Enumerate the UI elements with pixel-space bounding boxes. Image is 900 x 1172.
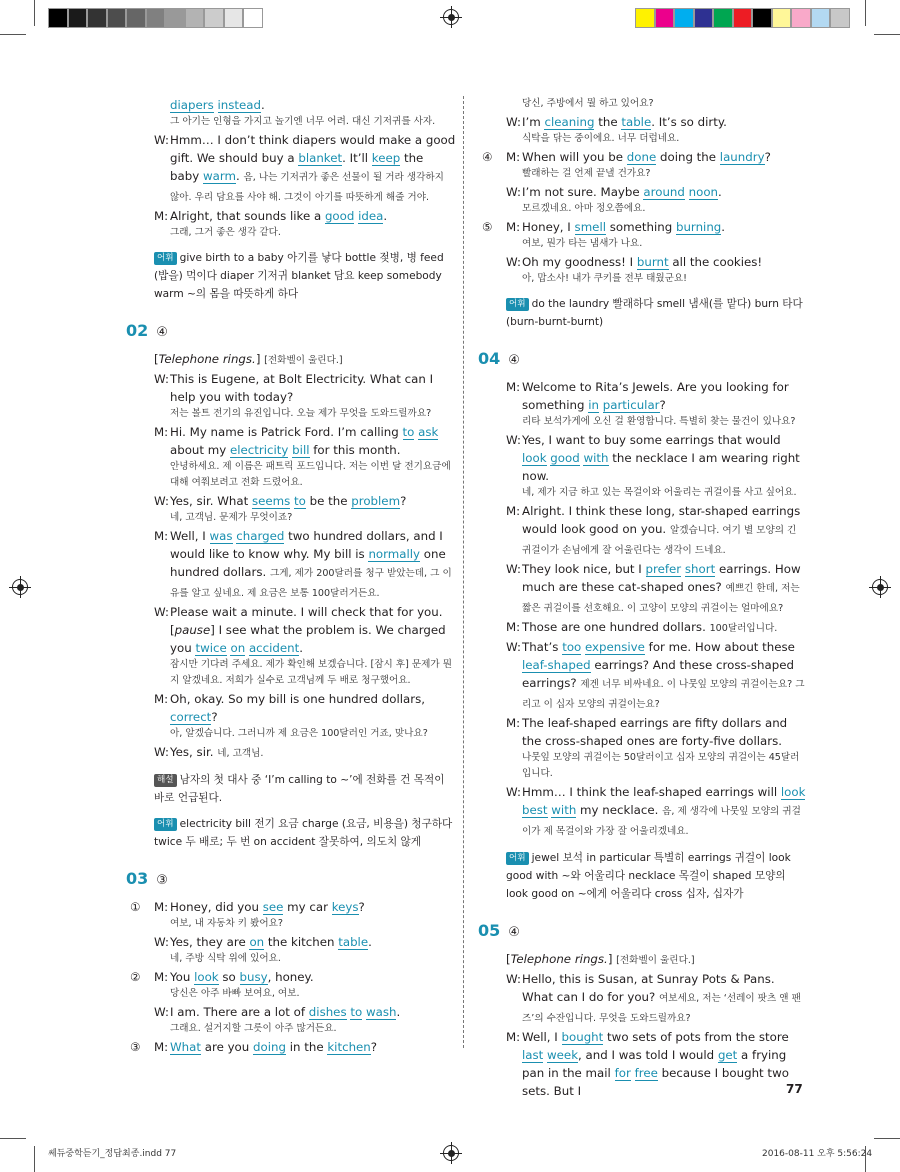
korean-translation: 나뭇잎 모양의 귀걸이는 50달러이고 십자 모양의 귀걸이는 45달러입니다. (522, 752, 800, 779)
speaker-label: W: (154, 133, 169, 147)
column-divider (463, 96, 464, 1048)
registration-mark-icon (872, 579, 888, 595)
crop-mark (34, 1146, 35, 1172)
blank-answer: around (643, 185, 685, 199)
registration-mark-icon (443, 1145, 459, 1161)
blank-answer: bought (561, 1030, 604, 1044)
blank-answer: on (249, 935, 265, 949)
korean-translation: [전화벨이 울린다.] (264, 355, 343, 366)
left-column (126, 96, 456, 1074)
line-text: Honey, did you see my car keys? (170, 900, 365, 914)
korean-translation: 네, 고객님. 문제가 무엇이죠? (170, 512, 293, 523)
item-number: ① (130, 900, 141, 914)
korean-translation: 식탁을 닦는 중이에요. 너무 더럽네요. (522, 133, 680, 144)
blank-answer: look (194, 970, 219, 984)
vocab-badge: 어휘 (506, 852, 529, 865)
speaker-label: M: (154, 425, 169, 439)
section-header (126, 869, 456, 888)
line-text: Welcome to Rita’s Jewels. Are you looking for something in particular? (522, 380, 789, 412)
line-text: What are you doing in the kitchen? (170, 1040, 378, 1054)
color-swatch (674, 8, 694, 28)
blank-answer: particular (602, 398, 660, 412)
color-swatch (107, 8, 127, 28)
explanation-text: 남자의 첫 대사 중 ‘I’m calling to ~’에 전화를 건 목적이 바로 언급된다. (154, 774, 445, 804)
blank-answer: week (547, 1048, 579, 1062)
blank-answer: best (522, 803, 548, 817)
line-text: Oh my goodness! I burnt all the cookies! (522, 255, 763, 269)
section-header (126, 321, 456, 340)
dialogue-line (478, 714, 808, 750)
dialogue-line (126, 1038, 456, 1056)
korean-translation: 아, 맙소사! 내가 쿠키를 전부 태웠군요! (522, 273, 688, 284)
section-05 (478, 921, 808, 1100)
dialogue-line (478, 218, 808, 236)
crop-mark (0, 34, 26, 35)
korean-translation: 잠시만 기다려 주세요. 제가 확인해 보겠습니다. [잠시 후] 문제가 뭔지 알겠네요. 저희가 실수로 고객님께 두 배로 청구했어요. (170, 659, 452, 686)
blank-answer: keys (331, 900, 359, 914)
dialogue-line (478, 1028, 808, 1100)
korean-translation: 네, 제가 지금 하고 있는 목걸이와 어울리는 귀걸이를 사고 싶어요. (522, 487, 797, 498)
korean-translation: 음, 제 생각에 나뭇잎 모양의 귀걸이가 제 목걸이와 가장 잘 어울리겠네요. (522, 806, 801, 837)
right-column (478, 96, 808, 1118)
speaker-label: W: (154, 935, 169, 949)
dialogue-line (478, 560, 808, 618)
item-number: ② (130, 970, 141, 984)
speaker-label: M: (506, 504, 521, 518)
page-number: 77 (786, 1082, 803, 1096)
dialogue-line (478, 378, 808, 414)
line-text: The leaf-shaped earrings are fifty dollars and the cross-shaped ones are forty-five dollars. (522, 716, 788, 748)
answer-mark: ④ (508, 925, 520, 940)
blank-answer: warm (202, 169, 236, 183)
blank-answer: idea (358, 209, 384, 223)
speaker-label: W: (154, 1005, 169, 1019)
section-01-tail (126, 96, 456, 303)
dialogue-line (126, 492, 456, 510)
blank-answer: cleaning (544, 115, 595, 129)
blank-answer: for (614, 1066, 631, 1080)
line-text: Yes, sir. 네, 고객님. (170, 745, 264, 759)
explanation-box (126, 771, 456, 807)
section-02 (126, 321, 456, 851)
blank-answer: accident (248, 641, 300, 655)
dialogue-line (126, 527, 456, 603)
korean-translation: 네, 주방 식탁 위에 있어요. (170, 953, 281, 964)
blank-answer: seems (251, 494, 291, 508)
blank-answer: done (626, 150, 657, 164)
color-swatch (146, 8, 166, 28)
blank-answer: look (522, 451, 547, 465)
korean-translation: 제겐 너무 비싸네요. 이 나뭇잎 모양의 귀걸이는요? 그리고 이 십자 모양의 귀걸이는요? (522, 679, 805, 710)
color-swatch (811, 8, 831, 28)
speaker-label: M: (154, 529, 169, 543)
blank-answer: see (262, 900, 284, 914)
color-swatch (791, 8, 811, 28)
color-swatch (655, 8, 675, 28)
speaker-label: M: (506, 220, 521, 234)
blank-answer: table (621, 115, 652, 129)
line-text: I’m not sure. Maybe around noon. (522, 185, 722, 199)
blank-answer: free (634, 1066, 658, 1080)
line-text: Honey, I smell something burning. (522, 220, 726, 234)
blank-answer: to (350, 1005, 363, 1019)
item-number: ⑤ (482, 220, 493, 234)
vocab-box (478, 295, 808, 331)
korean-translation: 그게, 제가 200달러를 청구 받았는데, 그 이유를 알고 싶네요. 제 요금은 보통 100달러거든요. (170, 568, 452, 599)
dialogue-line (126, 603, 456, 657)
line-text: I am. There are a lot of dishes to wash. (170, 1005, 401, 1019)
blank-answer: short (684, 562, 716, 576)
speaker-label: M: (506, 1030, 521, 1044)
korean-translation: 아, 알겠습니다. 그러니까 제 요금은 100달러인 거죠, 맞나요? (170, 728, 428, 739)
line-text: You look so busy, honey. (170, 970, 314, 984)
dialogue-line (478, 183, 808, 201)
speaker-label: W: (154, 372, 169, 386)
speaker-label: W: (506, 115, 521, 129)
korean-translation: 여보, 내 자동차 키 봤어요? (170, 918, 284, 929)
blank-answer: noon (688, 185, 719, 199)
dialogue-line (126, 131, 456, 207)
cmyk-color-bar (635, 8, 850, 28)
speaker-label: M: (506, 380, 521, 394)
blank-answer: dishes (308, 1005, 347, 1019)
speaker-label: M: (154, 900, 169, 914)
dialogue-line (126, 207, 456, 225)
line-text: Yes, sir. What seems to be the problem? (170, 494, 407, 508)
color-swatch (224, 8, 244, 28)
blank-answer: was (209, 529, 233, 543)
line-text: diapers instead. (170, 98, 265, 112)
speaker-label: M: (506, 716, 521, 730)
korean-translation: 저는 볼트 전기의 유진입니다. 오늘 제가 무엇을 도와드릴까요? (170, 408, 432, 419)
speaker-label: W: (506, 433, 521, 447)
dialogue-line (126, 933, 456, 951)
blank-answer: smell (574, 220, 606, 234)
crop-mark (865, 0, 866, 26)
line-text: Yes, they are on the kitchen table. (170, 935, 372, 949)
vocab-badge: 어휘 (154, 252, 177, 265)
blank-answer: busy (239, 970, 268, 984)
blank-answer: burnt (636, 255, 669, 269)
korean-translation: 100달러입니다. (709, 623, 778, 634)
blank-answer: What (170, 1040, 201, 1054)
stage-direction: [Telephone rings.] [전화벨이 울린다.] (154, 352, 343, 366)
blank-answer: bill (292, 443, 310, 457)
dialogue-line (126, 96, 456, 114)
blank-answer: normally (368, 547, 421, 561)
vocab-box (126, 815, 456, 851)
korean-translation: [전화벨이 울린다.] (616, 955, 695, 966)
registration-mark-icon (12, 579, 28, 595)
section-number: 04 (478, 349, 501, 368)
dialogue-line (478, 253, 808, 271)
dialogue-line (478, 113, 808, 131)
line-text: Hello, this is Susan, at Sunray Pots & Pans. What can I do for you? 여보세요, 저는 ‘선레이 팟츠 앤 팬즈’의 수잔입니다. 무엇을 도와드릴까요? (522, 972, 801, 1024)
korean-translation: 당신은 아주 바빠 보여요, 여보. (170, 988, 300, 999)
blank-answer: with (551, 803, 577, 817)
color-swatch (243, 8, 263, 28)
blank-answer: twice (195, 641, 227, 655)
speaker-label: W: (154, 605, 169, 619)
answer-mark: ③ (156, 873, 168, 888)
line-text: I’m cleaning the table. It’s so dirty. (522, 115, 727, 129)
blank-answer: kitchen (327, 1040, 371, 1054)
dialogue-line (478, 638, 808, 714)
korean-translation: 그래, 그거 좋은 생각 같다. (170, 227, 281, 238)
blank-answer: too (562, 640, 582, 654)
color-swatch (126, 8, 146, 28)
blank-answer: diapers (170, 98, 214, 112)
line-text: Those are one hundred dollars. 100달러입니다. (522, 620, 778, 634)
vocab-text: jewel 보석 in particular 특별히 earrings 귀걸이 look good with ~와 어울리다 necklace 목걸이 shaped 모양의 look good on ~에게 어울리다 cross 십자, 십자가 (506, 852, 791, 900)
color-swatch (185, 8, 205, 28)
speaker-label: W: (506, 185, 521, 199)
speaker-label: M: (506, 150, 521, 164)
answer-mark: ④ (508, 353, 520, 368)
crop-mark (34, 0, 35, 26)
blank-answer: table (338, 935, 369, 949)
blank-answer: get (717, 1048, 738, 1062)
blank-answer: to (402, 425, 415, 439)
dialogue-line (478, 148, 808, 166)
blank-answer: charged (236, 529, 285, 543)
speaker-label: M: (506, 620, 521, 634)
line-text: Please wait a minute. I will check that for you. [pause] I see what the problem is. We charged you twice on accident. (170, 605, 446, 655)
line-text: They look nice, but I prefer short earrings. How much are these cat-shaped ones? 예쁘긴 한데, 저는 짧은 귀걸이를 선호해요. 이 고양이 모양의 귀걸이는 얼마에요? (522, 562, 801, 614)
line-text: Hmm… I think the leaf-shaped earrings will look best with my necklace. 음, 제 생각에 나뭇잎 모양의 귀걸이가 제 목걸이와 가장 잘 어울리겠네요. (522, 785, 806, 837)
blank-answer: correct (170, 710, 212, 724)
blank-answer: keep (371, 151, 401, 165)
korean-translation: 여보세요, 저는 ‘선레이 팟츠 앤 팬즈’의 수잔입니다. 무엇을 도와드릴까요? (522, 993, 801, 1024)
line-text: Well, I bought two sets of pots from the store last week, and I was told I would get a frying pan in the mail for free because I bought two sets. But I (522, 1030, 789, 1098)
dialogue-line (126, 968, 456, 986)
crop-mark (874, 1138, 900, 1139)
korean-translation: 음, 나는 기저귀가 좋은 선물이 될 거라 생각하지 않아. 우리 담요를 사야 해. 그것이 아기를 따뜻하게 해줄 거야. (170, 172, 444, 203)
blank-answer: good (550, 451, 580, 465)
color-swatch (772, 8, 792, 28)
speaker-label: M: (154, 970, 169, 984)
color-swatch (635, 8, 655, 28)
vocab-box (478, 849, 808, 903)
korean-translation: 알겠습니다. 여기 별 모양의 긴 귀걸이가 손님에게 잘 어울린다는 생각이 드네요. (522, 525, 797, 556)
color-swatch (713, 8, 733, 28)
registration-mark-icon (443, 9, 459, 25)
dialogue-line (126, 423, 456, 459)
stage-direction: [Telephone rings.] [전화벨이 울린다.] (506, 952, 695, 966)
section-number: 05 (478, 921, 501, 940)
line-text: Yes, I want to buy some earrings that would look good with the necklace I am wearing right now. (522, 433, 800, 483)
blank-answer: in (588, 398, 599, 412)
korean-translation: 그래요. 설거지할 그릇이 아주 많거든요. (170, 1023, 337, 1034)
dialogue-lines (126, 96, 456, 241)
section-number: 02 (126, 321, 149, 340)
gray-color-bar (48, 8, 263, 28)
item-number: ③ (130, 1040, 141, 1054)
dialogue-line (126, 370, 456, 406)
dialogue-line (478, 970, 808, 1028)
dialogue-line (478, 618, 808, 638)
blank-answer: laundry (719, 150, 765, 164)
blank-answer: blanket (298, 151, 343, 165)
blank-answer: prefer (645, 562, 682, 576)
blank-answer: instead (217, 98, 262, 112)
dialogue-line (126, 898, 456, 916)
explanation-badge: 해설 (154, 774, 177, 787)
speaker-label: W: (506, 562, 521, 576)
crop-mark (874, 34, 900, 35)
line-text: Well, I was charged two hundred dollars, and I would like to know why. My bill is normally one hundred dollars. 그게, 제가 200달러를 청구 받았는데, 그 이유를 알고 싶네요. 제 요금은 보통 100달러거든요. (170, 529, 452, 599)
korean-translation: 여보, 뭔가 타는 냄새가 나요. (522, 238, 643, 249)
dialogue-line (478, 783, 808, 841)
speaker-label: W: (506, 785, 521, 799)
line-text: This is Eugene, at Bolt Electricity. What can I help you with today? (170, 372, 434, 404)
color-swatch (48, 8, 68, 28)
speaker-label: W: (506, 640, 521, 654)
blank-answer: on (230, 641, 246, 655)
line-text: Hi. My name is Patrick Ford. I’m calling to ask about my electricity bill for this month. (170, 425, 439, 457)
blank-answer: leaf-shaped (522, 658, 591, 672)
section-03 (126, 869, 456, 1056)
speaker-label: W: (506, 972, 521, 986)
vocab-box (126, 249, 456, 303)
blank-answer: to (294, 494, 306, 508)
blank-answer: expensive (585, 640, 645, 654)
footer-filename: 쎄듀중학듣기_정답최종.indd 77 (48, 1149, 177, 1159)
color-swatch (87, 8, 107, 28)
korean-translation: 모르겠네요. 아마 정오쯤에요. (522, 203, 646, 214)
color-swatch (204, 8, 224, 28)
speaker-label: M: (154, 1040, 169, 1054)
line-text: Alright, that sounds like a good idea. (170, 209, 388, 223)
section-number: 03 (126, 869, 149, 888)
dialogue-lines (126, 370, 456, 763)
speaker-label: M: (154, 692, 169, 706)
section-03-tail (478, 96, 808, 331)
blank-answer: burning (675, 220, 722, 234)
speaker-label: W: (154, 494, 169, 508)
dialogue-line (478, 502, 808, 560)
blank-answer: ask (418, 425, 439, 439)
line-text: When will you be done doing the laundry? (522, 150, 771, 164)
blank-answer: electricity (230, 443, 289, 457)
color-swatch (68, 8, 88, 28)
footer-timestamp: 2016-08-11 오후 5:56:24 (762, 1149, 873, 1159)
vocab-text: do the laundry 빨래하다 smell 냄새(를 맡다) burn 타다(burn-burnt-burnt) (506, 298, 803, 328)
korean-translation: 안녕하세요. 제 이름은 패트릭 포드입니다. 저는 이번 달 전기요금에 대해 여쭤보려고 전화 드렸어요. (170, 461, 451, 488)
crop-mark (0, 1138, 26, 1139)
line-text: That’s too expensive for me. How about these leaf-shaped earrings? And these cross-shaped earrings? 제겐 너무 비싸네요. 이 나뭇잎 모양의 귀걸이는요? 그리고 이 십자 모양의 귀걸이는요? (522, 640, 805, 710)
korean-translation: 그 아기는 인형을 가지고 놀기엔 너무 어려. 대신 기저귀를 사자. (170, 116, 436, 127)
dialogue-line (126, 690, 456, 726)
korean-translation: 빨래하는 걸 언제 끝낼 건가요? (522, 168, 651, 179)
blank-answer: wash (365, 1005, 397, 1019)
blank-answer: problem (351, 494, 401, 508)
dialogue-lines (126, 898, 456, 1056)
vocab-badge: 어휘 (506, 298, 529, 311)
answer-mark: ④ (156, 325, 168, 340)
item-number: ④ (482, 150, 493, 164)
color-swatch (752, 8, 772, 28)
vocab-text: electricity bill 전기 요금 charge (요금, 비용을) 청구하다 twice 두 배로; 두 번 on accident 잘못하여, 의도치 않게 (154, 818, 453, 848)
korean-translation: 네, 고객님. (217, 748, 264, 759)
color-swatch (165, 8, 185, 28)
blank-answer: last (522, 1048, 544, 1062)
dialogue-line (126, 743, 456, 763)
dialogue-line (126, 1003, 456, 1021)
speaker-label: M: (154, 209, 169, 223)
section-header (478, 349, 808, 368)
color-swatch (694, 8, 714, 28)
dialogue-line (478, 431, 808, 485)
line-text: Alright. I think these long, star-shaped earrings would look good on you. 알겠습니다. 여기 별 모양의 긴 귀걸이가 손님에게 잘 어울린다는 생각이 드네요. (522, 504, 801, 556)
korean-translation: 예쁘긴 한데, 저는 짧은 귀걸이를 선호해요. 이 고양이 모양의 귀걸이는 얼마에요? (522, 583, 800, 614)
speaker-label: W: (506, 255, 521, 269)
dialogue-lines (478, 96, 808, 287)
dialogue-lines (478, 378, 808, 841)
blank-answer: good (324, 209, 355, 223)
color-swatch (733, 8, 753, 28)
blank-answer: with (583, 451, 609, 465)
blank-answer: look (780, 785, 806, 799)
section-04 (478, 349, 808, 903)
color-swatch (830, 8, 850, 28)
section-header (478, 921, 808, 940)
line-text: Oh, okay. So my bill is one hundred dollars, correct? (170, 692, 425, 724)
speaker-label: W: (154, 745, 169, 759)
korean-translation: 당신, 주방에서 뭘 하고 있어요? (522, 98, 654, 109)
vocab-text: give birth to a baby 아기를 낳다 bottle 젖병, 병 feed (밥을) 먹이다 diaper 기저귀 blanket 담요 keep somebody warm ~의 몸을 따뜻하게 하다 (154, 252, 444, 300)
vocab-badge: 어휘 (154, 818, 177, 831)
korean-translation: 리타 보석가게에 오신 걸 환영합니다. 특별히 찾는 물건이 있나요? (522, 416, 796, 427)
blank-answer: doing (253, 1040, 286, 1054)
line-text: Hmm… I don’t think diapers would make a good gift. We should buy a blanket. It’ll keep the baby warm. 음, 나는 기저귀가 좋은 선물이 될 거라 생각하지 않아. 우리 담요를 사야 해. 그것이 아기를 따뜻하게 해줄 거야. (170, 133, 456, 203)
dialogue-lines (478, 970, 808, 1100)
